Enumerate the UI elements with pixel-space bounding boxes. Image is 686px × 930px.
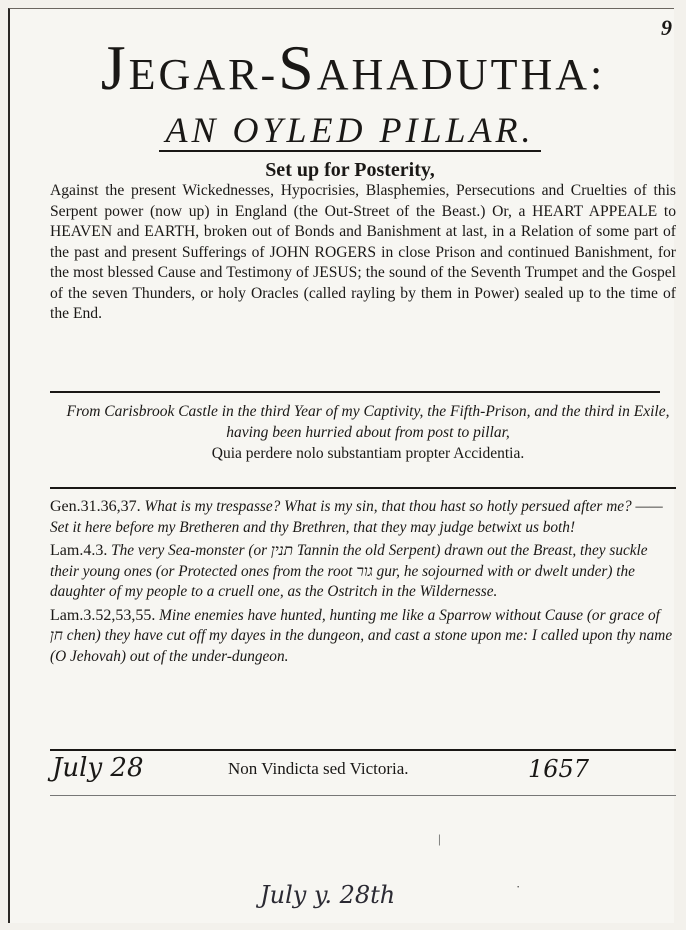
imprint-text: From Carisbrook Castle in the third Year of my Captivity, the Fifth-Prison, and the third in Exile, having been hurried about from post to pillar, bbox=[66, 403, 670, 441]
description-paragraph: Against the present Wickednesses, Hypocrisies, Blasphemies, Persecutions and Cruelties of this Serpent power (now up) in England (the Out-Street of the Beast.) Or, a HEART APPEALE to HEAVEN and EARTH, broken out of Bonds and Banishment at last, in a Relation of some part of the past and present Sufferings of JOHN ROGERS in close Prison and continued Banishment, for the most blessed Cause and Testimony of JESUS; the sound of the Seventh Trumpet and the Gospel of the seven Thunders, or holy Oracles (called rayling by them in Power) sealed up to the time of the End. bbox=[50, 182, 676, 322]
title-cap-j: J bbox=[100, 32, 129, 103]
handwritten-note: July y. 28th bbox=[260, 881, 396, 909]
scripture-text: What is my trespasse? What is my sin, that thou hast so hotly persued after me? ——Set it here before my Bretheren and thy Brethren, that they may judge betwixt us both! bbox=[50, 498, 663, 536]
divider-rule bbox=[50, 795, 676, 796]
title-page bbox=[8, 8, 674, 923]
scripture-reference: Gen.31.36,37. bbox=[50, 498, 141, 515]
page-number: 9 bbox=[661, 15, 672, 40]
subtitle: Set up for Posterity, bbox=[265, 159, 435, 181]
imprint-block bbox=[58, 401, 678, 464]
title-part-1: EGAR- bbox=[128, 50, 279, 99]
footer-motto: Non Vindicta sed Victoria. bbox=[228, 759, 409, 778]
divider-rule bbox=[50, 391, 660, 393]
secondary-title bbox=[10, 109, 686, 151]
main-title bbox=[38, 32, 668, 103]
imprint-motto: Quia perdere nolo substantiam propter Accidentia. bbox=[211, 445, 525, 462]
ink-mark: | bbox=[438, 831, 441, 846]
scripture-reference: Lam.3.52,53,55. bbox=[50, 606, 156, 624]
title-cap-s: S bbox=[278, 32, 317, 103]
scripture-text: The very Sea-monster (or תנין Tannin the old Serpent) drawn out the Breast, they suckle their young ones (or Protected ones from the root גור gur, he sojourned with or dwelt under) the daughter of my people to a cruell one, as the Ostritch in the Wildernesse. bbox=[50, 542, 648, 600]
handwritten-year: 1657 bbox=[528, 755, 590, 783]
divider-rule bbox=[50, 487, 676, 489]
scripture-texts bbox=[50, 497, 676, 670]
ink-mark: · bbox=[516, 879, 521, 894]
handwritten-date: July 28 bbox=[52, 753, 144, 783]
scripture-entry bbox=[50, 497, 676, 538]
scripture-entry bbox=[50, 541, 676, 603]
scripture-entry bbox=[50, 606, 676, 668]
scripture-text: Mine enemies have hunted, hunting me like a Sparrow without Cause (or grace of חן chen) they have cut off my dayes in the dungeon, and cast a stone upon me: I called upon thy name (O Jehovah) out of the under-dungeon. bbox=[50, 606, 673, 665]
scripture-reference: Lam.4.3. bbox=[50, 542, 108, 559]
title-part-2: AHADUTHA: bbox=[316, 50, 606, 99]
divider-rule bbox=[50, 749, 676, 751]
secondary-title-text: AN OYLED PILLAR. bbox=[159, 110, 540, 152]
